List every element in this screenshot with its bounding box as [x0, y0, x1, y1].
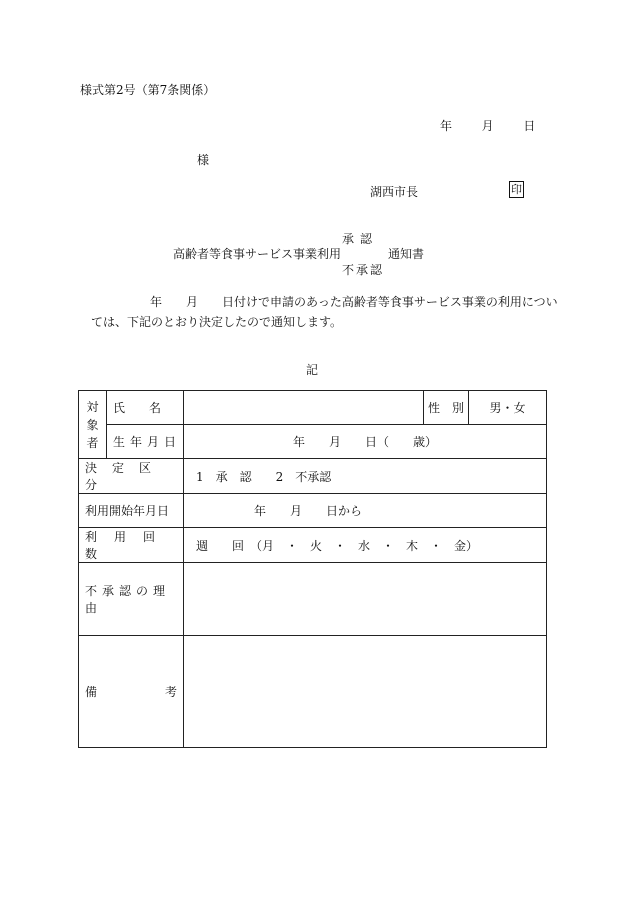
month-label: 月	[481, 119, 494, 133]
decision-label: 決定区分	[79, 459, 184, 494]
issue-date	[440, 117, 535, 134]
subject-label: 対象者	[79, 391, 107, 459]
body-text-line2: ては、下記のとおり決定したので通知します。	[91, 315, 343, 329]
name-field[interactable]	[184, 391, 424, 425]
frequency-row	[79, 528, 547, 563]
addressee-suffix: 様	[197, 153, 210, 167]
remarks-label	[79, 636, 184, 748]
start-date-label: 利用開始年月日	[79, 494, 184, 528]
remarks-label-b: 考	[164, 685, 177, 699]
gender-value[interactable]: 男・女	[469, 391, 547, 425]
remarks-label-a: 備	[85, 685, 98, 699]
reason-label: 不承認の理由	[79, 563, 184, 636]
start-date-value[interactable]: 年 月 日から	[184, 494, 547, 528]
name-row	[79, 391, 547, 425]
decision-value[interactable]: 1 承 認 2 不承認	[184, 459, 547, 494]
title-notice: 通知書	[388, 247, 425, 261]
frequency-value[interactable]: 週 回 （月 ・ 火 ・ 水 ・ 木 ・ 金）	[184, 528, 547, 563]
title-deny: 不承認	[342, 263, 385, 277]
start-date-row	[79, 494, 547, 528]
remarks-row	[79, 636, 547, 748]
reason-row	[79, 563, 547, 636]
name-label: 氏 名	[107, 391, 184, 425]
year-label: 年	[440, 119, 453, 133]
ki-heading: 記	[306, 363, 319, 377]
reason-field[interactable]	[184, 563, 547, 636]
seal-mark: 印	[511, 183, 522, 196]
frequency-label: 利用回数	[79, 528, 184, 563]
day-label: 日	[523, 119, 536, 133]
gender-label: 性 別	[424, 391, 469, 425]
title-approve: 承認	[342, 232, 379, 246]
decision-table	[78, 390, 547, 748]
title-main: 高齢者等食事サービス事業利用	[173, 247, 342, 261]
form-number: 様式第2号（第7条関係）	[80, 83, 216, 97]
decision-row	[79, 459, 547, 494]
birth-row	[79, 425, 547, 459]
issuer-name: 湖西市長	[370, 185, 419, 199]
remarks-field[interactable]	[184, 636, 547, 748]
body-text-line1: 年 月 日付けで申請のあった高齢者等食事サービス事業の利用につい	[150, 295, 558, 309]
birth-value[interactable]: 年 月 日（ 歳）	[184, 425, 547, 459]
birth-label: 生年月日	[107, 425, 184, 459]
